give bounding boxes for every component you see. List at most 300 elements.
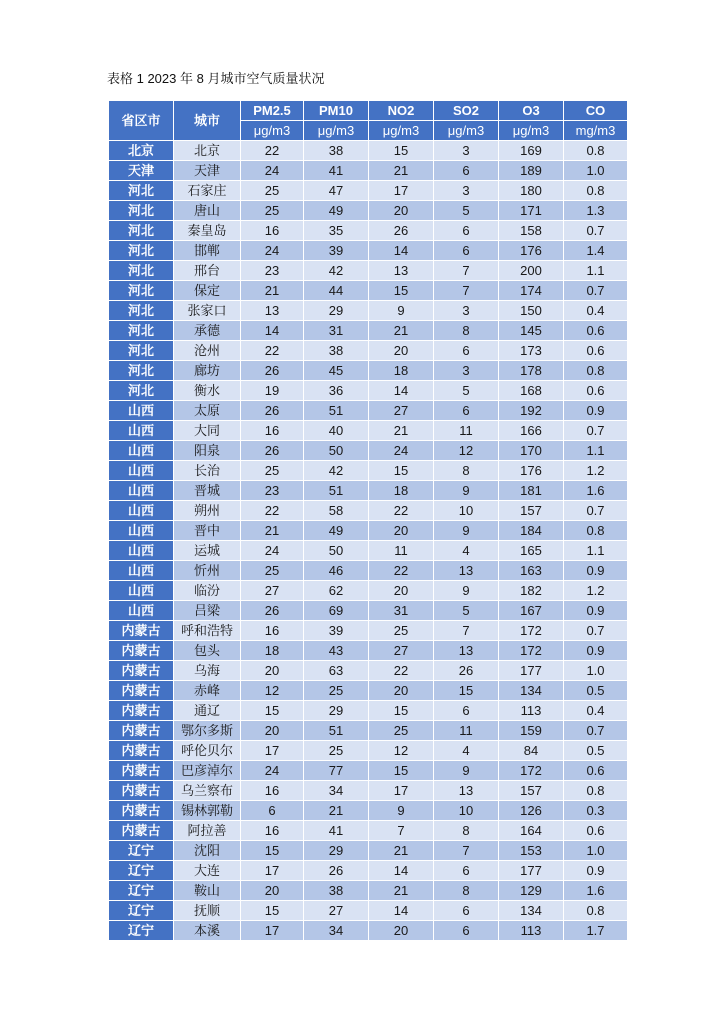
pm25-cell: 13 <box>241 301 303 320</box>
pm25-cell: 15 <box>241 901 303 920</box>
co-cell: 1.1 <box>564 441 627 460</box>
province-cell: 内蒙古 <box>109 721 173 740</box>
co-cell: 1.0 <box>564 841 627 860</box>
pm25-cell: 24 <box>241 241 303 260</box>
pm25-cell: 6 <box>241 801 303 820</box>
co-cell: 1.2 <box>564 461 627 480</box>
unit-so2: μg/m3 <box>434 121 498 140</box>
table-row <box>109 821 627 840</box>
co-cell: 0.8 <box>564 141 627 160</box>
pm25-cell: 24 <box>241 161 303 180</box>
co-cell: 0.8 <box>564 181 627 200</box>
o3-cell: 126 <box>499 801 563 820</box>
header-co: CO <box>564 101 627 120</box>
no2-cell: 15 <box>369 701 433 720</box>
co-cell: 0.9 <box>564 561 627 580</box>
co-cell: 0.5 <box>564 741 627 760</box>
city-cell: 赤峰 <box>174 681 240 700</box>
no2-cell: 9 <box>369 801 433 820</box>
pm25-cell: 25 <box>241 181 303 200</box>
o3-cell: 176 <box>499 461 563 480</box>
no2-cell: 21 <box>369 161 433 180</box>
pm25-cell: 19 <box>241 381 303 400</box>
pm10-cell: 25 <box>304 741 368 760</box>
table-row <box>109 301 627 320</box>
no2-cell: 21 <box>369 421 433 440</box>
pm10-cell: 58 <box>304 501 368 520</box>
province-cell: 山西 <box>109 441 173 460</box>
pm10-cell: 77 <box>304 761 368 780</box>
pm25-cell: 16 <box>241 821 303 840</box>
unit-o3: μg/m3 <box>499 121 563 140</box>
province-cell: 河北 <box>109 341 173 360</box>
co-cell: 1.4 <box>564 241 627 260</box>
pm10-cell: 50 <box>304 541 368 560</box>
table-row <box>109 581 627 600</box>
pm25-cell: 16 <box>241 221 303 240</box>
co-cell: 0.9 <box>564 641 627 660</box>
city-cell: 临汾 <box>174 581 240 600</box>
no2-cell: 20 <box>369 581 433 600</box>
pm10-cell: 51 <box>304 401 368 420</box>
pm10-cell: 38 <box>304 881 368 900</box>
so2-cell: 7 <box>434 621 498 640</box>
city-cell: 阿拉善 <box>174 821 240 840</box>
co-cell: 0.6 <box>564 341 627 360</box>
so2-cell: 6 <box>434 341 498 360</box>
pm25-cell: 16 <box>241 781 303 800</box>
o3-cell: 168 <box>499 381 563 400</box>
province-cell: 内蒙古 <box>109 781 173 800</box>
so2-cell: 10 <box>434 501 498 520</box>
no2-cell: 12 <box>369 741 433 760</box>
so2-cell: 9 <box>434 521 498 540</box>
province-cell: 山西 <box>109 421 173 440</box>
city-cell: 乌海 <box>174 661 240 680</box>
city-cell: 沧州 <box>174 341 240 360</box>
city-cell: 锡林郭勒 <box>174 801 240 820</box>
co-cell: 0.6 <box>564 381 627 400</box>
province-cell: 内蒙古 <box>109 701 173 720</box>
table-row <box>109 921 627 940</box>
table-row <box>109 741 627 760</box>
table-row <box>109 361 627 380</box>
unit-co: mg/m3 <box>564 121 627 140</box>
so2-cell: 7 <box>434 281 498 300</box>
table-row <box>109 761 627 780</box>
o3-cell: 184 <box>499 521 563 540</box>
so2-cell: 6 <box>434 861 498 880</box>
pm10-cell: 42 <box>304 461 368 480</box>
co-cell: 1.6 <box>564 481 627 500</box>
no2-cell: 24 <box>369 441 433 460</box>
province-cell: 山西 <box>109 561 173 580</box>
province-cell: 天津 <box>109 161 173 180</box>
no2-cell: 31 <box>369 601 433 620</box>
no2-cell: 18 <box>369 481 433 500</box>
unit-pm25: μg/m3 <box>241 121 303 140</box>
co-cell: 0.8 <box>564 521 627 540</box>
city-cell: 大同 <box>174 421 240 440</box>
co-cell: 1.2 <box>564 581 627 600</box>
co-cell: 0.6 <box>564 321 627 340</box>
o3-cell: 166 <box>499 421 563 440</box>
o3-cell: 165 <box>499 541 563 560</box>
province-cell: 辽宁 <box>109 841 173 860</box>
co-cell: 0.9 <box>564 601 627 620</box>
table-row <box>109 881 627 900</box>
province-cell: 山西 <box>109 521 173 540</box>
co-cell: 0.4 <box>564 301 627 320</box>
co-cell: 0.3 <box>564 801 627 820</box>
table-row <box>109 201 627 220</box>
pm10-cell: 27 <box>304 901 368 920</box>
city-cell: 朔州 <box>174 501 240 520</box>
pm25-cell: 21 <box>241 521 303 540</box>
city-cell: 鞍山 <box>174 881 240 900</box>
pm10-cell: 21 <box>304 801 368 820</box>
pm10-cell: 42 <box>304 261 368 280</box>
o3-cell: 177 <box>499 861 563 880</box>
pm10-cell: 25 <box>304 681 368 700</box>
o3-cell: 163 <box>499 561 563 580</box>
o3-cell: 153 <box>499 841 563 860</box>
province-cell: 河北 <box>109 321 173 340</box>
unit-no2: μg/m3 <box>369 121 433 140</box>
no2-cell: 11 <box>369 541 433 560</box>
o3-cell: 158 <box>499 221 563 240</box>
pm25-cell: 24 <box>241 761 303 780</box>
pm25-cell: 25 <box>241 461 303 480</box>
province-cell: 河北 <box>109 241 173 260</box>
province-cell: 内蒙古 <box>109 741 173 760</box>
pm25-cell: 22 <box>241 141 303 160</box>
pm25-cell: 12 <box>241 681 303 700</box>
pm25-cell: 24 <box>241 541 303 560</box>
so2-cell: 9 <box>434 481 498 500</box>
province-cell: 内蒙古 <box>109 621 173 640</box>
no2-cell: 21 <box>369 841 433 860</box>
pm10-cell: 34 <box>304 781 368 800</box>
no2-cell: 20 <box>369 341 433 360</box>
so2-cell: 26 <box>434 661 498 680</box>
co-cell: 1.0 <box>564 661 627 680</box>
pm10-cell: 26 <box>304 861 368 880</box>
pm10-cell: 40 <box>304 421 368 440</box>
province-cell: 河北 <box>109 221 173 240</box>
so2-cell: 13 <box>434 561 498 580</box>
table-row <box>109 181 627 200</box>
no2-cell: 14 <box>369 901 433 920</box>
pm25-cell: 25 <box>241 561 303 580</box>
pm25-cell: 17 <box>241 861 303 880</box>
so2-cell: 5 <box>434 201 498 220</box>
so2-cell: 7 <box>434 261 498 280</box>
o3-cell: 192 <box>499 401 563 420</box>
city-cell: 大连 <box>174 861 240 880</box>
table-row <box>109 221 627 240</box>
co-cell: 1.0 <box>564 161 627 180</box>
province-cell: 山西 <box>109 461 173 480</box>
so2-cell: 11 <box>434 721 498 740</box>
table-row <box>109 421 627 440</box>
pm25-cell: 22 <box>241 501 303 520</box>
table-row <box>109 701 627 720</box>
co-cell: 0.6 <box>564 821 627 840</box>
no2-cell: 20 <box>369 201 433 220</box>
city-cell: 衡水 <box>174 381 240 400</box>
province-cell: 辽宁 <box>109 861 173 880</box>
city-cell: 石家庄 <box>174 181 240 200</box>
pm25-cell: 27 <box>241 581 303 600</box>
pm25-cell: 25 <box>241 201 303 220</box>
pm10-cell: 34 <box>304 921 368 940</box>
no2-cell: 7 <box>369 821 433 840</box>
no2-cell: 14 <box>369 241 433 260</box>
co-cell: 0.7 <box>564 721 627 740</box>
city-cell: 天津 <box>174 161 240 180</box>
so2-cell: 6 <box>434 221 498 240</box>
no2-cell: 22 <box>369 561 433 580</box>
no2-cell: 13 <box>369 261 433 280</box>
city-cell: 通辽 <box>174 701 240 720</box>
table-row <box>109 561 627 580</box>
city-cell: 乌兰察布 <box>174 781 240 800</box>
co-cell: 1.1 <box>564 541 627 560</box>
header-o3: O3 <box>499 101 563 120</box>
city-cell: 晋中 <box>174 521 240 540</box>
co-cell: 0.7 <box>564 221 627 240</box>
o3-cell: 129 <box>499 881 563 900</box>
table-row <box>109 381 627 400</box>
table-body <box>109 141 627 940</box>
so2-cell: 9 <box>434 761 498 780</box>
table-row <box>109 681 627 700</box>
pm25-cell: 23 <box>241 261 303 280</box>
pm10-cell: 41 <box>304 161 368 180</box>
pm25-cell: 17 <box>241 741 303 760</box>
no2-cell: 15 <box>369 281 433 300</box>
so2-cell: 6 <box>434 921 498 940</box>
no2-cell: 15 <box>369 761 433 780</box>
co-cell: 1.1 <box>564 261 627 280</box>
so2-cell: 11 <box>434 421 498 440</box>
pm25-cell: 15 <box>241 841 303 860</box>
o3-cell: 189 <box>499 161 563 180</box>
table-row <box>109 261 627 280</box>
pm25-cell: 26 <box>241 601 303 620</box>
no2-cell: 18 <box>369 361 433 380</box>
no2-cell: 26 <box>369 221 433 240</box>
o3-cell: 84 <box>499 741 563 760</box>
pm10-cell: 29 <box>304 841 368 860</box>
pm10-cell: 39 <box>304 241 368 260</box>
city-cell: 晋城 <box>174 481 240 500</box>
o3-cell: 172 <box>499 621 563 640</box>
city-cell: 唐山 <box>174 201 240 220</box>
table-row <box>109 521 627 540</box>
city-cell: 北京 <box>174 141 240 160</box>
co-cell: 0.9 <box>564 861 627 880</box>
pm10-cell: 38 <box>304 141 368 160</box>
no2-cell: 15 <box>369 141 433 160</box>
o3-cell: 170 <box>499 441 563 460</box>
so2-cell: 8 <box>434 821 498 840</box>
province-cell: 北京 <box>109 141 173 160</box>
pm10-cell: 29 <box>304 701 368 720</box>
table-row <box>109 841 627 860</box>
so2-cell: 6 <box>434 901 498 920</box>
air-quality-table <box>108 100 628 941</box>
province-cell: 山西 <box>109 401 173 420</box>
table-row <box>109 241 627 260</box>
so2-cell: 3 <box>434 141 498 160</box>
no2-cell: 20 <box>369 681 433 700</box>
no2-cell: 25 <box>369 721 433 740</box>
o3-cell: 172 <box>499 641 563 660</box>
unit-pm10: μg/m3 <box>304 121 368 140</box>
pm10-cell: 62 <box>304 581 368 600</box>
header-city: 城市 <box>174 101 240 140</box>
no2-cell: 20 <box>369 521 433 540</box>
province-cell: 河北 <box>109 381 173 400</box>
table-row <box>109 661 627 680</box>
co-cell: 0.8 <box>564 781 627 800</box>
table-row <box>109 141 627 160</box>
province-cell: 河北 <box>109 181 173 200</box>
province-cell: 内蒙古 <box>109 681 173 700</box>
table-row <box>109 621 627 640</box>
province-cell: 山西 <box>109 581 173 600</box>
so2-cell: 15 <box>434 681 498 700</box>
table-row <box>109 501 627 520</box>
pm10-cell: 31 <box>304 321 368 340</box>
table-row <box>109 541 627 560</box>
o3-cell: 181 <box>499 481 563 500</box>
table-row <box>109 461 627 480</box>
co-cell: 0.9 <box>564 401 627 420</box>
o3-cell: 164 <box>499 821 563 840</box>
o3-cell: 113 <box>499 701 563 720</box>
so2-cell: 6 <box>434 241 498 260</box>
co-cell: 0.8 <box>564 361 627 380</box>
no2-cell: 17 <box>369 181 433 200</box>
header-pm25: PM2.5 <box>241 101 303 120</box>
o3-cell: 178 <box>499 361 563 380</box>
co-cell: 0.6 <box>564 761 627 780</box>
no2-cell: 14 <box>369 381 433 400</box>
table-row <box>109 341 627 360</box>
co-cell: 0.5 <box>564 681 627 700</box>
so2-cell: 9 <box>434 581 498 600</box>
pm25-cell: 17 <box>241 921 303 940</box>
o3-cell: 134 <box>499 901 563 920</box>
province-cell: 山西 <box>109 481 173 500</box>
pm25-cell: 20 <box>241 881 303 900</box>
so2-cell: 12 <box>434 441 498 460</box>
pm10-cell: 41 <box>304 821 368 840</box>
table-row <box>109 441 627 460</box>
so2-cell: 7 <box>434 841 498 860</box>
pm25-cell: 16 <box>241 621 303 640</box>
pm25-cell: 16 <box>241 421 303 440</box>
no2-cell: 22 <box>369 501 433 520</box>
o3-cell: 157 <box>499 501 563 520</box>
table-row <box>109 861 627 880</box>
so2-cell: 6 <box>434 161 498 180</box>
co-cell: 1.3 <box>564 201 627 220</box>
province-cell: 河北 <box>109 281 173 300</box>
table-header <box>109 101 627 140</box>
province-cell: 辽宁 <box>109 921 173 940</box>
co-cell: 0.7 <box>564 421 627 440</box>
table-row <box>109 801 627 820</box>
header-no2: NO2 <box>369 101 433 120</box>
o3-cell: 134 <box>499 681 563 700</box>
co-cell: 0.4 <box>564 701 627 720</box>
pm25-cell: 14 <box>241 321 303 340</box>
city-cell: 呼伦贝尔 <box>174 741 240 760</box>
province-cell: 山西 <box>109 541 173 560</box>
pm10-cell: 51 <box>304 721 368 740</box>
so2-cell: 5 <box>434 601 498 620</box>
pm10-cell: 49 <box>304 201 368 220</box>
o3-cell: 159 <box>499 721 563 740</box>
pm25-cell: 23 <box>241 481 303 500</box>
table-row <box>109 401 627 420</box>
province-cell: 内蒙古 <box>109 661 173 680</box>
so2-cell: 13 <box>434 641 498 660</box>
pm25-cell: 26 <box>241 361 303 380</box>
co-cell: 0.8 <box>564 901 627 920</box>
pm10-cell: 49 <box>304 521 368 540</box>
so2-cell: 8 <box>434 321 498 340</box>
so2-cell: 4 <box>434 741 498 760</box>
province-cell: 山西 <box>109 601 173 620</box>
so2-cell: 3 <box>434 361 498 380</box>
o3-cell: 113 <box>499 921 563 940</box>
o3-cell: 176 <box>499 241 563 260</box>
city-cell: 忻州 <box>174 561 240 580</box>
no2-cell: 25 <box>369 621 433 640</box>
city-cell: 邯郸 <box>174 241 240 260</box>
city-cell: 秦皇岛 <box>174 221 240 240</box>
so2-cell: 4 <box>434 541 498 560</box>
pm10-cell: 46 <box>304 561 368 580</box>
table-row <box>109 481 627 500</box>
city-cell: 长治 <box>174 461 240 480</box>
table-row <box>109 161 627 180</box>
province-cell: 河北 <box>109 361 173 380</box>
header-row <box>109 101 627 120</box>
city-cell: 鄂尔多斯 <box>174 721 240 740</box>
so2-cell: 3 <box>434 301 498 320</box>
no2-cell: 9 <box>369 301 433 320</box>
so2-cell: 3 <box>434 181 498 200</box>
so2-cell: 13 <box>434 781 498 800</box>
province-cell: 河北 <box>109 261 173 280</box>
table-row <box>109 321 627 340</box>
table-row <box>109 281 627 300</box>
o3-cell: 145 <box>499 321 563 340</box>
city-cell: 运城 <box>174 541 240 560</box>
o3-cell: 174 <box>499 281 563 300</box>
city-cell: 本溪 <box>174 921 240 940</box>
pm10-cell: 45 <box>304 361 368 380</box>
o3-cell: 150 <box>499 301 563 320</box>
o3-cell: 172 <box>499 761 563 780</box>
so2-cell: 5 <box>434 381 498 400</box>
